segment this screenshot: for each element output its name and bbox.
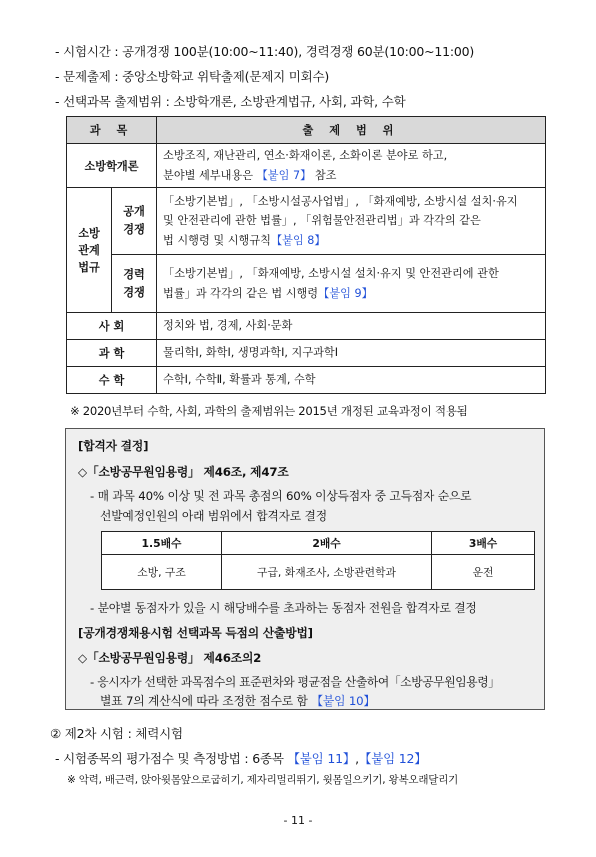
passing-desc-1: - 매 과목 40% 이상 및 전 과목 총점의 60% 이상득점자 중 고득점자 순으로 bbox=[90, 489, 472, 503]
header-subject: 과 목 bbox=[67, 117, 157, 144]
ratio-value-1-5: 소방, 구조 bbox=[102, 555, 222, 590]
reference-9: 【붙임 9】 bbox=[318, 286, 373, 300]
exam-scope-line: - 선택과목 출제범위 : 소방학개론, 소방관계법규, 사회, 과학, 수학 bbox=[55, 94, 406, 109]
label-open-competition: 공개 경쟁 bbox=[112, 188, 157, 255]
reference-10: 【붙임 10】 bbox=[311, 694, 376, 708]
scope-social: 정치와 법, 경제, 사회·문화 bbox=[157, 313, 546, 340]
passing-law-ref: ◇「소방공무원임용령」 제46조, 제47조 bbox=[78, 465, 289, 479]
score-method-title: [공개경쟁채용시험 선택과목 득점의 산출방법] bbox=[78, 626, 313, 640]
ratio-table bbox=[101, 531, 535, 590]
label-career-competition: 경력 경쟁 bbox=[112, 255, 157, 313]
scope-math: 수학Ⅰ, 수학Ⅱ, 확률과 통계, 수학 bbox=[157, 367, 546, 394]
scope-table bbox=[66, 116, 546, 394]
ratio-value-3: 운전 bbox=[432, 555, 535, 590]
exam-question-line: - 문제출제 : 중앙소방학교 위탁출제(문제지 미회수) bbox=[55, 69, 330, 84]
subject-science: 과 학 bbox=[67, 340, 157, 367]
exam-time-line: - 시험시간 : 공개경쟁 100분(10:00~11:40), 경력경쟁 60분(10:00~11:00) bbox=[55, 44, 475, 59]
scope-science: 물리학Ⅰ, 화학Ⅰ, 생명과학Ⅰ, 지구과학Ⅰ bbox=[157, 340, 546, 367]
passing-title: [합격자 결정] bbox=[78, 439, 149, 453]
subject-fire-science: 소방학개론 bbox=[67, 144, 157, 188]
subject-math: 수 학 bbox=[67, 367, 157, 394]
second-exam-note: ※ 악력, 배근력, 앉아윗몸앞으로굽히기, 제자리멀리뛰기, 윗몸일으키기, 왕복오래달리기 bbox=[67, 774, 459, 786]
header-scope: 출 제 범 위 bbox=[157, 117, 546, 144]
passing-desc-2: 선발예정인원의 아래 범위에서 합격자로 결정 bbox=[100, 509, 327, 523]
scope-career-competition: 「소방기본법」, 「화재예방, 소방시설 설치·유지 및 안전관리에 관한 법률」과 각각의 같은 법 시행령【붙임 9】 bbox=[157, 255, 546, 313]
score-method-desc-2: 별표 7의 계산식에 따라 조정한 점수로 함 【붙임 10】 bbox=[100, 694, 376, 708]
scope-open-competition: 「소방기본법」, 「소방시설공사업법」, 「화재예방, 소방시설 설치·유지 및 안전관리에 관한 법률」, 「위험물안전관리법」과 각각의 같은 법 시행령 및 시행규칙【붙임 8】 bbox=[157, 188, 546, 255]
reference-12: 【붙임 12】 bbox=[358, 751, 427, 766]
scope-fire-science: 소방조직, 재난관리, 연소·화재이론, 소화이론 분야로 하고, 분야별 세부내용은 【붙임 7】 참조 bbox=[157, 144, 546, 188]
score-method-desc-1: - 응시자가 선택한 과목점수의 표준편차와 평균점을 산출하여「소방공무원임용령」 bbox=[90, 675, 500, 689]
curriculum-note: ※ 2020년부터 수학, 사회, 과학의 출제범위는 2015년 개정된 교육과정이 적용됨 bbox=[70, 404, 468, 418]
score-method-law-ref: ◇「소방공무원임용령」 제46조의2 bbox=[78, 651, 262, 665]
reference-8: 【붙임 8】 bbox=[270, 233, 326, 247]
tie-rule: - 분야별 동점자가 있을 시 해당배수를 초과하는 동점자 전원을 합격자로 결정 bbox=[90, 601, 477, 615]
reference-7: 【붙임 7】 bbox=[256, 168, 312, 182]
ratio-header-2: 2배수 bbox=[222, 532, 432, 555]
ratio-header-1-5: 1.5배수 bbox=[102, 532, 222, 555]
reference-11: 【붙임 11】 bbox=[287, 751, 356, 766]
subject-fire-law: 소방 관계 법규 bbox=[67, 188, 112, 313]
ratio-header-3: 3배수 bbox=[432, 532, 535, 555]
second-exam-title: ② 제2차 시험 : 체력시험 bbox=[50, 726, 183, 741]
page-number: - 11 - bbox=[283, 814, 313, 827]
ratio-value-2: 구급, 화재조사, 소방관련학과 bbox=[222, 555, 432, 590]
second-exam-items: - 시험종목의 평가점수 및 측정방법 : 6종목 【붙임 11】,【붙임 12】 bbox=[55, 751, 427, 766]
subject-social: 사 회 bbox=[67, 313, 157, 340]
